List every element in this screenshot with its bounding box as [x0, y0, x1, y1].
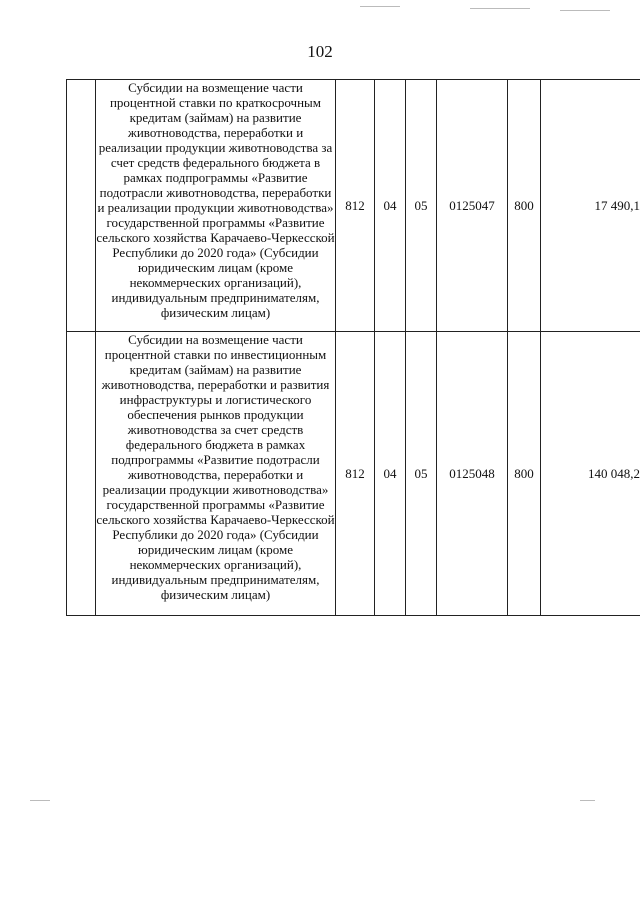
scan-speck [470, 8, 530, 9]
table-row [67, 332, 640, 616]
target-article-cell: 0125048 [437, 332, 508, 616]
scan-speck [580, 800, 595, 801]
subsection-code-cell: 05 [406, 332, 437, 616]
row-number-cell [67, 80, 96, 332]
scan-speck [360, 6, 400, 7]
row-number-cell [67, 332, 96, 616]
table-row [67, 80, 640, 332]
budget-table [66, 79, 640, 616]
scan-speck [30, 800, 50, 801]
amount-cell: 140 048,2 [541, 332, 640, 616]
description-cell: Субсидии на возмещение части процентной ставки по краткосрочным кредитам (займам) на развитие животноводства, переработки и реализации продукции животноводства за счет средств федерального бюджета в рамках подпрограммы «Развитие подотрасли животноводства, переработки и реализации продукции животноводства» государственной программы «Развитие сельского хозяйства Карачаево-Черкесской Республики до 2020 года» (Субсидии юридическим лицам (кроме некоммерческих организаций), индивидуальным предпринимателям, физическим лицам) [96, 80, 336, 332]
page-number: 102 [307, 42, 333, 61]
expense-type-cell: 800 [508, 80, 541, 332]
ministry-code-cell: 812 [336, 80, 375, 332]
target-article-cell: 0125047 [437, 80, 508, 332]
scan-speck [560, 10, 610, 11]
subsection-code-cell: 05 [406, 80, 437, 332]
section-code-cell: 04 [375, 80, 406, 332]
ministry-code-cell: 812 [336, 332, 375, 616]
description-cell: Субсидии на возмещение части процентной ставки по инвестиционным кредитам (займам) на развитие животноводства, переработки и развития инфраструктуры и логистического обеспечения рынков продукции животноводства за счет средств федерального бюджета в рамках подпрограммы «Развитие подотрасли животноводства, переработки и реализации продукции животноводства» государственной программы «Развитие сельского хозяйства Карачаево-Черкесской Республики до 2020 года» (Субсидии юридическим лицам (кроме некоммерческих организаций), индивидуальным предпринимателям, физическим лицам) [96, 332, 336, 616]
amount-cell: 17 490,1 [541, 80, 640, 332]
section-code-cell: 04 [375, 332, 406, 616]
expense-type-cell: 800 [508, 332, 541, 616]
